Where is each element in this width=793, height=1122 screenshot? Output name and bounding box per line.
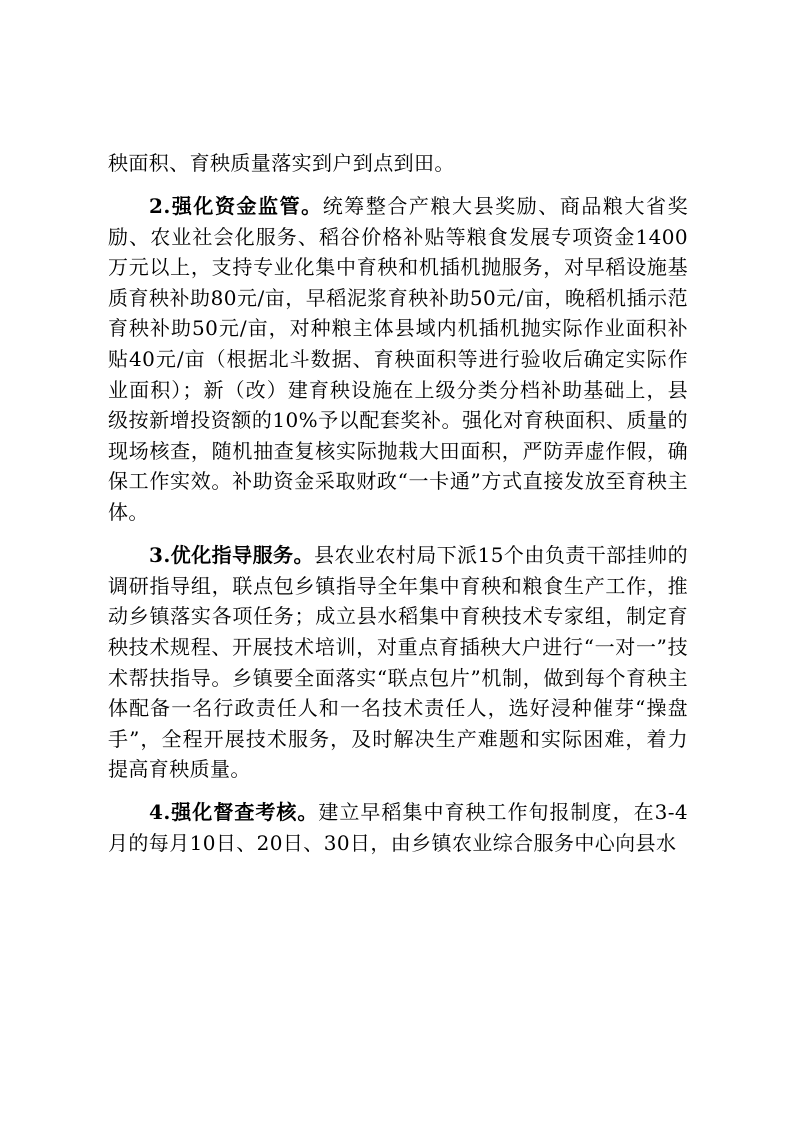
paragraph-3-text: 县农业农村局下派15个由负责干部挂帅的调研指导组，联点包乡镇指导全年集中育秧和粮食生产工作，推动乡镇落实各项任务；成立县水稻集中育秧技术专家组，制定育秧技术规程、开展技术培训，对重点育插秧大户进行“一对一”技术帮扶指导。乡镇要全面落实“联点包片”机制，做到每个育秧主体配备一名行政责任人和一名技术责任人，选好浸种催芽“操盘手”，全程开展技术服务，及时解决生产难题和实际困难，着力提高育秧质量。 xyxy=(108,543,688,782)
document-page xyxy=(108,148,688,859)
paragraph-guidance-service xyxy=(108,540,688,785)
paragraph-4-text: 建立早稻集中育秧工作旬报制度，在3-4月的每月10日、20日、30日，由乡镇农业综合服务中心向县水 xyxy=(108,800,688,855)
paragraph-4-heading: 4.强化督查考核。 xyxy=(149,800,319,825)
paragraph-2-heading: 2.强化资金监管。 xyxy=(149,194,323,219)
paragraph-3-heading: 3.优化指导服务。 xyxy=(149,543,314,568)
paragraph-continuation xyxy=(108,148,688,179)
paragraph-1-text: 秧面积、育秧质量落实到户到点到田。 xyxy=(108,151,455,175)
paragraph-funding-supervision xyxy=(108,191,688,528)
paragraph-2-text: 统筹整合产粮大县奖励、商品粮大省奖励、农业社会化服务、稻谷价格补贴等粮食发展专项资金1400万元以上，支持专业化集中育秧和机插机抛服务，对早稻设施基质育秧补助80元/亩，早稻泥浆育秧补助50元/亩，晚稻机插示范育秧补助50元/亩，对种粮主体县域内机插机抛实际作业面积补贴40元/亩（根据北斗数据、育秧面积等进行验收后确定实际作业面积）；新（改）建育秧设施在上级分类分档补助基础上，县级按新增投资额的10%予以配套奖补。强化对育秧面积、质量的现场核查，随机抽查复核实际抛栽大田面积，严防弄虚作假，确保工作实效。补助资金采取财政“一卡通”方式直接发放至育秧主体。 xyxy=(108,194,688,525)
paragraph-inspection-assessment xyxy=(108,797,688,858)
